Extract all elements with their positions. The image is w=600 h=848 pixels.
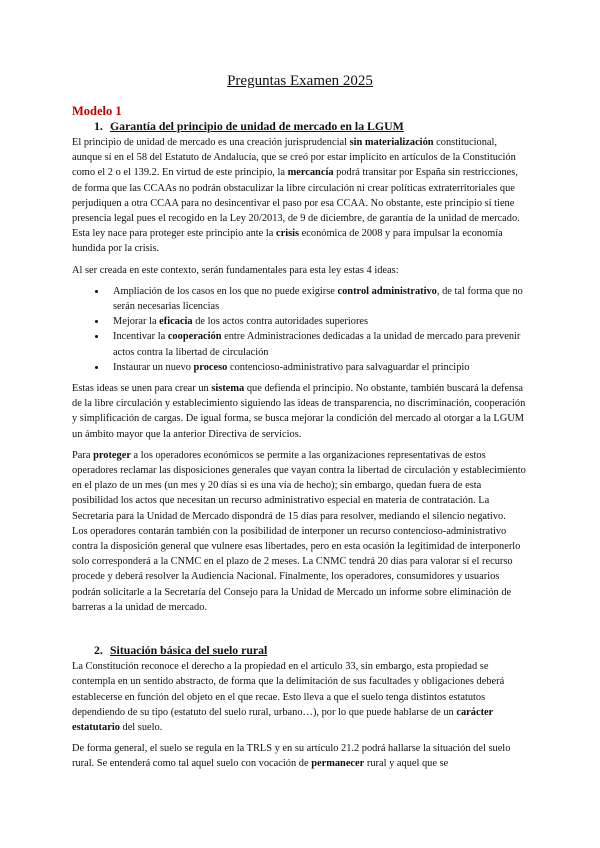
bold-term: control administrativo [337, 285, 437, 297]
bold-term: crisis [275, 228, 300, 240]
model-heading: Modelo 1 [72, 104, 122, 118]
bold-term: cooperación [167, 331, 222, 343]
document-title: Preguntas Examen 2025 [227, 73, 373, 89]
section-title: Situación básica del suelo rural [110, 643, 268, 658]
idea-list [72, 284, 528, 375]
list-item: • Instaurar un nuevo proceso contencioso-administrativo para salvaguardar el principio [107, 360, 528, 375]
section-2-heading [72, 643, 528, 658]
list-item: • Incentivar la cooperación entre Administraciones dedicadas a la unidad de mercado para prevenir actos contra la libertad de circulación [107, 329, 528, 359]
section-1-heading [72, 119, 528, 134]
bold-term: mercancía [287, 167, 334, 179]
paragraph: De forma general, el suelo se regula en la TRLS y en su artículo 21.2 podrá hallarse la situación del suelo rural. Se entenderá como tal aquel suelo con vocación de permanecer rural y aquel que se [72, 743, 511, 770]
paragraph: Los operadores contarán también con la posibilidad de interponer un recurso contencioso-administrativo contra la disposición general que vulnere esas libertades, pero en esta ocasión la legitimidad de interponerlo solo corresponderá a la CNMC en el plazo de 2 meses. La CNMC tendrá 20 días para valorar si el recurso procede y deberá resolver la Audiencia Nacional. Finalmente, los operadores, consumidores y usuarios podrán solicitarle a la Secretaría del Consejo para la Unidad de Mercado un informe sobre eliminación de barreras a la unidad de mercado. [72, 525, 521, 613]
section-number: 2. [94, 643, 103, 658]
bold-term: sin materialización [349, 137, 434, 148]
bold-term: sistema [211, 383, 245, 395]
paragraph: El principio de unidad de mercado es una creación jurisprudencial sin materialización constitucional, aunque sí en el 58 del Estatuto de Andalucía, que se creó por estar implícito en artículos de la Constitución como el 2 o el 139.2. En virtud de este principio, la mercancía podrá transitar por España sin restricciones, de forma que las CCAAs no podrán obstaculizar la libre circulación ni crear políticas extraterritoriales que perjudiquen a otra CCAA para no desincentivar el paso por esa CCAA. No obstante, este principio sí tiene presencia legal pues el recogido en la Ley 20/2013, de 9 de diciembre, de garantía de la unidad de mercado. Esta ley nace para proteger este principio ante la crisis económica de 2008 y para impulsar la economía hundida por la crisis. [72, 137, 520, 255]
list-item: • Mejorar la eficacia de los actos contra autoridades superiores [107, 314, 528, 329]
paragraph: Estas ideas se unen para crear un sistema que defienda el principio. No obstante, también buscará la defensa de la libre circulación y establecimiento siguiendo las ideas de transparencia, no discriminación, cooperación y simplificación de cargas. De igual forma, se busca mejorar la condición del mercado al otorgar a la LGUM un ámbito mayor que la anterior Directiva de servicios. [72, 383, 526, 440]
spacer [72, 621, 528, 643]
bold-term: eficacia [159, 316, 193, 328]
paragraph: Para proteger a los operadores económicos se permite a las organizaciones representativas de estos operadores reclamar las disposiciones generales que vayan contra la libertad de circulación y establecimiento en el plazo de un mes (un mes y 20 días si es una vía de hecho); sin embargo, quedan fuera de esta posibilidad los actos que necesitan un recurso administrativo especial en materia de contratación. La Secretaría para la Unidad de Mercado dispondrá de 15 días para resolver, mediando el silencio negativo. [72, 449, 526, 522]
section-title: Garantía del principio de unidad de mercado en la LGUM [110, 119, 404, 133]
bold-term: permanecer [311, 758, 365, 770]
paragraph: Al ser creada en este contexto, serán fundamentales para esta ley estas 4 ideas: [72, 264, 399, 276]
bold-term: proceso [193, 361, 228, 373]
bold-term: carácter estatutario [72, 706, 494, 733]
document-page [72, 72, 528, 778]
section-number: 1. [94, 119, 103, 133]
paragraph: La Constitución reconoce el derecho a la propiedad en el artículo 33, sin embargo, esta propiedad se contempla en un sentido abstracto, de forma que la delimitación de sus facultades y obligaciones deberá establecerse en función del objeto en el que recae. Esto lleva a que el suelo tenga distintos estatutos dependiendo de su tipo (estatuto del suelo rural, urbano…), por lo que puede hablarse de un carácter estatutario del suelo. [72, 661, 505, 733]
bold-term: proteger [93, 449, 131, 461]
list-item: • Ampliación de los casos en los que no puede exigirse control administrativo, de tal forma que no serán necesarias licencias [107, 284, 528, 314]
